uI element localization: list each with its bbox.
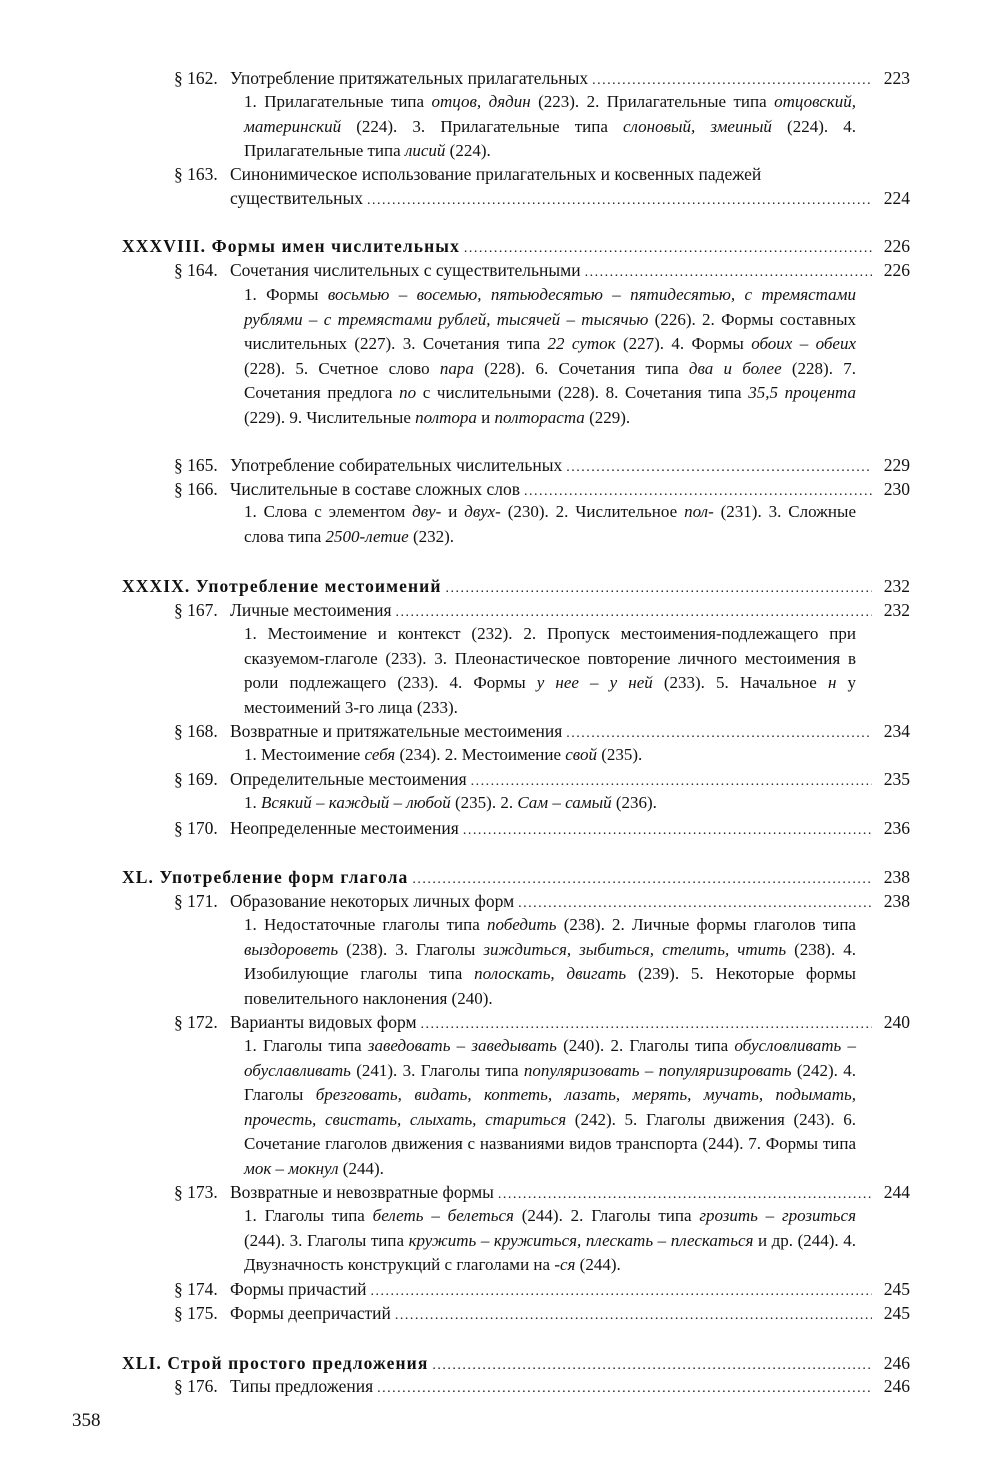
toc-section[interactable]	[174, 1374, 910, 1398]
subtopic-term: заведовать – заведывать	[367, 1036, 557, 1055]
page-ref: 234	[883, 721, 910, 741]
subtopic-term: полоскать, двигать	[474, 964, 627, 983]
toc-subtopics	[244, 90, 856, 164]
subtopic-text: (224). 4. Прилагательные типа	[244, 116, 856, 160]
toc-section[interactable]	[174, 1180, 910, 1204]
section-number: § 171.	[174, 891, 218, 911]
subtopic-term: мок – мокнул	[244, 1158, 339, 1178]
subtopic-text: (224).	[445, 141, 491, 160]
subtopic-term: грозить – грозиться	[699, 1206, 856, 1225]
subtopic-text: 1. Недостаточные глаголы типа	[244, 915, 487, 934]
section-number: § 166.	[174, 479, 218, 499]
section-number: § 173.	[174, 1182, 218, 1202]
subtopic-text: (238). 4. Изобилующие глаголы типа	[244, 939, 856, 983]
toc-chapter[interactable]	[122, 865, 910, 889]
page-ref: 223	[883, 68, 910, 88]
subtopic-text: 1.	[244, 793, 261, 812]
subtopic-term: полтораста	[494, 407, 585, 427]
subtopic-term: себя	[364, 745, 396, 764]
subtopic-term: дву-	[412, 502, 442, 521]
section-title: Синонимическое использование прилагательных и косвенных падежей	[230, 164, 762, 184]
page-ref: 224	[883, 188, 910, 208]
subtopic-text: 1. Формы	[244, 285, 328, 304]
subtopic-text: 1. Местоимение и контекст (232). 2. Пропуск местоимения-подлежащего при сказуемом-глаголе (233). 3. Плеонастическое повторение личного местоимения в роли подлежащего (233). 4. Формы	[244, 624, 856, 692]
section-title: Употребление притяжательных прилагательных	[230, 68, 589, 88]
toc-section[interactable]	[174, 719, 910, 743]
section-title: Образование некоторых личных форм	[230, 891, 515, 911]
dot-leader	[367, 189, 872, 213]
toc-section[interactable]	[174, 1010, 910, 1034]
toc-subtopics	[244, 622, 856, 720]
subtopic-term: обусловливать – обуславливать	[244, 1036, 856, 1080]
page-ref: 232	[883, 576, 910, 596]
subtopic-text: (244). 3. Глаголы типа	[244, 1230, 409, 1250]
subtopic-term: Сам – самый	[517, 793, 612, 812]
subtopic-text: 1. Местоимение	[244, 745, 365, 764]
page-ref: 246	[883, 1353, 910, 1373]
section-number: § 164.	[174, 260, 218, 280]
chapter-title: XXXIX. Употребление местоимений	[122, 576, 442, 596]
subtopic-text: 1. Глаголы типа	[244, 1206, 373, 1225]
toc-subtopics	[244, 500, 856, 549]
toc-section[interactable]	[230, 186, 910, 210]
subtopic-text: и	[441, 502, 465, 521]
section-title: Возвратные и невозвратные формы	[230, 1182, 494, 1202]
subtopic-term: брезговать, видать, коптеть, лазать, мерять, мучать, подымать, прочесть, свистать, слыхать, стариться	[244, 1085, 856, 1129]
toc-section[interactable]	[174, 1301, 910, 1325]
subtopic-text: (244). 2. Глаголы типа	[513, 1206, 700, 1225]
subtopic-text: (231). 3. Сложные слова типа	[244, 502, 856, 546]
subtopic-term: восьмью – восемью, пятьюдесятью – пятидесятью, с тремястами рублями – с тремястами рублей, тысячей – тысячью	[244, 285, 856, 329]
section-title: Числительные в составе сложных слов	[230, 479, 520, 499]
subtopic-text: (224). 3. Прилагательные типа	[341, 116, 623, 136]
page-ref: 238	[883, 891, 910, 911]
subtopic-text: (227). 4. Формы	[615, 334, 752, 353]
subtopic-text: (235).	[596, 745, 643, 764]
page-ref: 238	[883, 867, 910, 887]
subtopic-text: (234). 2. Местоимение	[395, 745, 566, 764]
section-number: § 167.	[174, 600, 218, 620]
toc-chapter[interactable]	[122, 574, 910, 598]
section-number: § 168.	[174, 721, 218, 741]
toc-section[interactable]	[174, 767, 910, 791]
chapter-title: XL. Употребление форм глагола	[122, 867, 409, 887]
subtopic-text: (235). 2.	[450, 793, 518, 812]
subtopic-text: и др. (244). 4. Двузначность конструкций с глаголами на	[244, 1230, 856, 1274]
section-number: § 175.	[174, 1303, 218, 1323]
page-ref: 229	[883, 455, 910, 475]
section-title: Определительные местоимения	[230, 769, 467, 789]
subtopic-term: слоновый, змеиный	[623, 116, 772, 136]
subtopic-term: победить	[486, 915, 557, 934]
toc-chapter[interactable]	[122, 1351, 910, 1375]
subtopic-text: (228). 7. Сочетания предлога	[244, 358, 856, 402]
section-number: § 163.	[174, 164, 218, 184]
subtopic-text: (226). 2. Формы составных числительных (227). 3. Сочетания типа	[244, 309, 856, 353]
toc-chapter[interactable]	[122, 234, 910, 258]
toc-subtopics	[244, 743, 856, 768]
toc-subtopics	[244, 1034, 856, 1181]
subtopic-text: (244).	[338, 1158, 384, 1178]
page-ref: 235	[883, 769, 910, 789]
subtopic-term: два и более	[688, 358, 782, 378]
page-ref: 246	[883, 1376, 910, 1396]
subtopic-term: зиждиться, зыбиться, стелить, чтить	[483, 939, 787, 959]
toc-section[interactable]	[174, 453, 910, 477]
page-ref: 226	[883, 260, 910, 280]
subtopic-term: пара	[439, 358, 474, 378]
subtopic-text: (240). 2. Глаголы типа	[556, 1036, 735, 1055]
section-number: § 169.	[174, 769, 218, 789]
section-title: Сочетания числительных с существительными	[230, 260, 581, 280]
subtopic-term: лисий	[404, 141, 446, 160]
toc-section[interactable]	[174, 477, 910, 501]
subtopic-term: двух-	[464, 502, 501, 521]
section-title: Личные местоимения	[230, 600, 392, 620]
section-title: Неопределенные местоимения	[230, 818, 459, 838]
toc-subtopics	[244, 913, 856, 1011]
dot-leader	[395, 1304, 872, 1328]
chapter-title: XLI. Строй простого предложения	[122, 1353, 429, 1373]
subtopic-text: с числительными (228). 8. Сочетания типа	[416, 383, 749, 402]
page-number: 358	[72, 1410, 101, 1431]
subtopic-text: (228). 6. Сочетания типа	[473, 358, 689, 378]
section-title: Типы предложения	[230, 1376, 374, 1396]
toc-subtopics	[244, 791, 856, 816]
subtopic-text: (242). 5. Глаголы движения (243). 6. Сочетание глаголов движения с названиями видов транспорта (244). 7. Формы типа	[244, 1109, 856, 1153]
subtopic-text: (223). 2. Прилагательные типа	[530, 92, 775, 111]
section-number: § 170.	[174, 818, 218, 838]
toc-section[interactable]	[174, 598, 910, 622]
subtopic-term: у нее – у ней	[536, 673, 653, 692]
subtopic-term: по	[399, 383, 417, 402]
toc-section[interactable]	[174, 66, 910, 90]
section-number: § 165.	[174, 455, 218, 475]
subtopic-text: (233). 5. Начальное	[652, 673, 828, 692]
subtopic-term: полтора	[415, 407, 477, 427]
subtopic-term: 35,5 процента	[748, 383, 856, 402]
subtopic-term: Всякий – каждый – любой	[261, 793, 451, 812]
subtopic-term: отцовский, материнский	[244, 92, 857, 136]
subtopic-text: (244).	[575, 1255, 621, 1274]
section-number: § 174.	[174, 1279, 218, 1299]
subtopic-text: (229). 9. Числительные	[244, 407, 416, 427]
subtopic-text: (241). 3. Глаголы типа	[350, 1060, 524, 1080]
section-number: § 162.	[174, 68, 218, 88]
subtopic-term: 2500-летие	[325, 526, 409, 546]
subtopic-text: и	[476, 407, 495, 427]
section-number: § 176.	[174, 1376, 218, 1396]
section-number: § 172.	[174, 1012, 218, 1032]
subtopic-term: 22 суток	[547, 334, 616, 353]
subtopic-term: обоих – обеих	[751, 334, 856, 353]
subtopic-text: у местоимений 3-го лица (233).	[244, 673, 856, 717]
subtopic-text: (232).	[408, 526, 455, 546]
page-ref: 244	[883, 1182, 910, 1202]
subtopic-term: популяризовать – популяризировать	[523, 1060, 792, 1080]
page-ref: 240	[883, 1012, 910, 1032]
toc-section[interactable]	[174, 258, 910, 282]
toc-section[interactable]	[174, 889, 910, 913]
section-title: существительных	[230, 188, 364, 208]
subtopic-term: кружить – кружиться, плескать – плескаться	[408, 1230, 754, 1250]
page-ref: 236	[883, 818, 910, 838]
page-ref: 232	[883, 600, 910, 620]
section-title: Употребление собирательных числительных	[230, 455, 563, 475]
subtopic-text: 1. Слова с элементом	[244, 502, 413, 521]
subtopic-term: белеть – белеться	[372, 1206, 514, 1225]
section-title: Возвратные и притяжательные местоимения	[230, 721, 563, 741]
page-ref: 230	[883, 479, 910, 499]
toc-section[interactable]	[174, 162, 910, 186]
section-title: Варианты видовых форм	[230, 1012, 417, 1032]
toc-section[interactable]	[174, 1277, 910, 1301]
subtopic-term: свой	[565, 745, 597, 764]
subtopic-text: (236).	[611, 793, 657, 812]
subtopic-text: (239). 5. Некоторые формы повелительного наклонения (240).	[244, 964, 856, 1008]
subtopic-text: (230). 2. Числительное	[500, 502, 685, 521]
subtopic-term: н	[827, 673, 837, 692]
subtopic-term: отцов, дядин	[431, 92, 531, 111]
page-ref: 245	[883, 1279, 910, 1299]
subtopic-text: (229).	[584, 407, 631, 427]
subtopic-text: 1. Глаголы типа	[244, 1036, 368, 1055]
section-title: Формы деепричастий	[230, 1303, 391, 1323]
subtopic-text: (238). 2. Личные формы глаголов типа	[556, 915, 856, 934]
dot-leader	[585, 261, 872, 285]
dot-leader	[377, 1377, 872, 1401]
page-ref: 245	[883, 1303, 910, 1323]
subtopic-text: (238). 3. Глаголы	[338, 939, 484, 959]
section-title: Формы причастий	[230, 1279, 367, 1299]
toc-subtopics	[244, 283, 856, 430]
subtopic-term: пол-	[684, 502, 714, 521]
toc-section[interactable]	[174, 816, 910, 840]
subtopic-term: выздороветь	[244, 939, 339, 959]
dot-leader	[463, 819, 872, 843]
page-ref: 226	[883, 236, 910, 256]
toc-subtopics	[244, 1204, 856, 1278]
subtopic-text: (242). 4. Глаголы	[244, 1060, 857, 1104]
subtopic-text: (228). 5. Счетное слово	[244, 358, 440, 378]
subtopic-term: -ся	[554, 1255, 576, 1274]
chapter-title: XXXVIII. Формы имен числительных	[122, 236, 460, 256]
subtopic-text: 1. Прилагательные типа	[244, 92, 432, 111]
